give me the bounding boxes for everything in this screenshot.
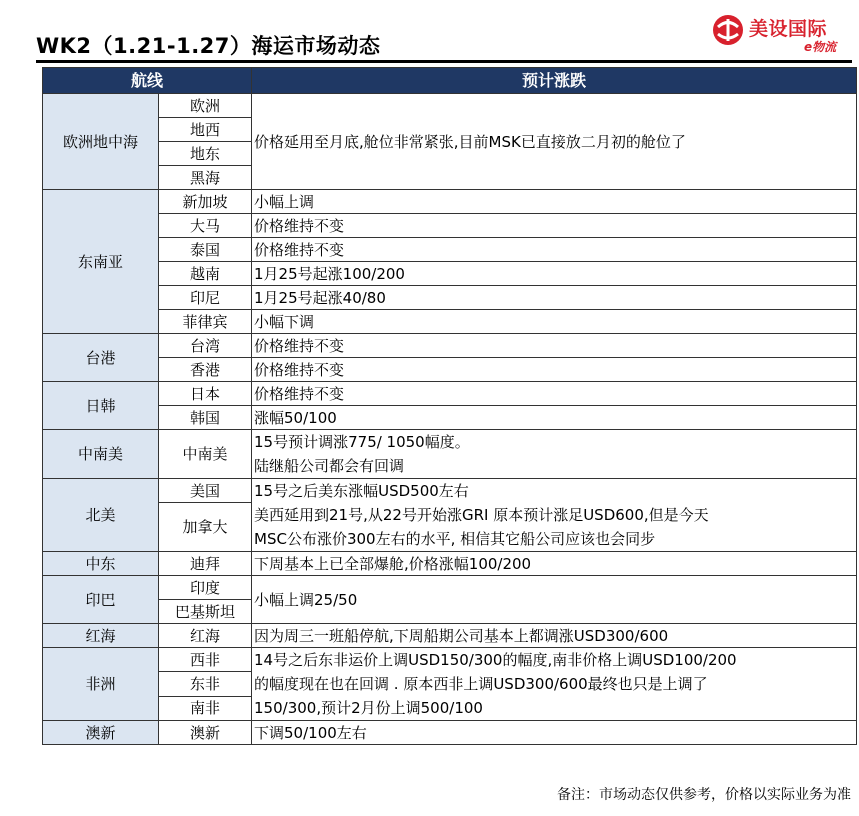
route-cell: 黑海: [159, 166, 252, 190]
logo-sub-text: e物流: [804, 40, 837, 54]
region-cell: 北美: [43, 479, 159, 552]
region-cell: 红海: [43, 624, 159, 648]
region-cell: 中南美: [43, 430, 159, 479]
forecast-line: 150/300,预计2月份上调500/100: [254, 699, 483, 717]
route-cell: 美国: [159, 479, 252, 503]
table-row: [43, 430, 857, 479]
table-row: [43, 648, 857, 672]
forecast-line: 陆继船公司都会有回调: [254, 457, 405, 475]
company-logo: [712, 12, 852, 54]
forecast-cell: 价格维持不变: [252, 334, 857, 358]
table-row: [43, 214, 857, 238]
route-cell: 台湾: [159, 334, 252, 358]
logo-mark-icon: [712, 14, 744, 46]
route-cell: 南非: [159, 696, 252, 720]
table-row: [43, 310, 857, 334]
table-row: [43, 262, 857, 286]
table-row: [43, 382, 857, 406]
forecast-cell: 1月25号起涨100/200: [252, 262, 857, 286]
footnote: 备注：市场动态仅供参考，价格以实际业务为准: [557, 787, 851, 803]
route-cell: 越南: [159, 262, 252, 286]
forecast-cell: 价格延用至月底,舱位非常紧张,目前MSK已直接放二月初的舱位了: [252, 94, 857, 190]
forecast-cell: 价格维持不变: [252, 214, 857, 238]
forecast-line: MSC公布涨价300左右的水平, 相信其它船公司应该也会同步: [254, 530, 656, 548]
route-cell: 欧洲: [159, 94, 252, 118]
table-row: [43, 94, 857, 118]
forecast-cell: 小幅上调25/50: [252, 576, 857, 624]
header-forecast: 预计涨跌: [252, 68, 857, 94]
forecast-line: 15号之后美东涨幅USD500左右: [254, 482, 469, 500]
forecast-cell: [252, 479, 857, 552]
forecast-cell: 下调50/100左右: [252, 721, 857, 745]
forecast-line: 美西延用到21号,从22号开始涨GRI 原本预计涨足USD600,但是今天: [254, 506, 709, 524]
forecast-cell: 价格维持不变: [252, 238, 857, 262]
region-cell: 澳新: [43, 721, 159, 745]
route-cell: 菲律宾: [159, 310, 252, 334]
forecast-cell: 因为周三一班船停航,下周船期公司基本上都调涨USD300/600: [252, 624, 857, 648]
title-divider: [36, 60, 852, 63]
shipping-market-table: [42, 67, 857, 745]
route-cell: 西非: [159, 648, 252, 672]
route-cell: 巴基斯坦: [159, 600, 252, 624]
table-row: [43, 334, 857, 358]
route-cell: 韩国: [159, 406, 252, 430]
logo-brand-text: 美设国际: [749, 18, 828, 40]
route-cell: 东非: [159, 672, 252, 696]
table-row: [43, 552, 857, 576]
route-cell: 中南美: [159, 430, 252, 479]
region-cell: 欧洲地中海: [43, 94, 159, 190]
table-row: [43, 624, 857, 648]
forecast-cell: 价格维持不变: [252, 382, 857, 406]
route-cell: 地西: [159, 118, 252, 142]
forecast-cell: 涨幅50/100: [252, 406, 857, 430]
region-cell: 非洲: [43, 648, 159, 721]
forecast-cell: [252, 648, 857, 721]
table-header-row: [43, 68, 857, 94]
forecast-line: 14号之后东非运价上调USD150/300的幅度,南非价格上调USD100/200: [254, 651, 737, 669]
region-cell: 东南亚: [43, 190, 159, 334]
route-cell: 澳新: [159, 721, 252, 745]
forecast-cell: 小幅上调: [252, 190, 857, 214]
forecast-cell: 小幅下调: [252, 310, 857, 334]
table-row: [43, 721, 857, 745]
route-cell: 加拿大: [159, 503, 252, 552]
table-row: [43, 406, 857, 430]
forecast-cell: 价格维持不变: [252, 358, 857, 382]
route-cell: 大马: [159, 214, 252, 238]
route-cell: 地东: [159, 142, 252, 166]
route-cell: 印度: [159, 576, 252, 600]
header-route: 航线: [43, 68, 252, 94]
route-cell: 日本: [159, 382, 252, 406]
forecast-line: 的幅度现在也在回调 . 原本西非上调USD300/600最终也只是上调了: [254, 675, 708, 693]
route-cell: 迪拜: [159, 552, 252, 576]
page-title: WK2（1.21-1.27）海运市场动态: [36, 34, 381, 58]
route-cell: 印尼: [159, 286, 252, 310]
route-cell: 红海: [159, 624, 252, 648]
forecast-line: 15号预计调涨775/ 1050幅度。: [254, 433, 470, 451]
route-cell: 香港: [159, 358, 252, 382]
table-row: [43, 576, 857, 600]
table-row: [43, 286, 857, 310]
table-row: [43, 238, 857, 262]
forecast-cell: [252, 430, 857, 479]
region-cell: 印巴: [43, 576, 159, 624]
route-cell: 新加坡: [159, 190, 252, 214]
region-cell: 台港: [43, 334, 159, 382]
region-cell: 日韩: [43, 382, 159, 430]
region-cell: 中东: [43, 552, 159, 576]
forecast-cell: 下周基本上已全部爆舱,价格涨幅100/200: [252, 552, 857, 576]
forecast-cell: 1月25号起涨40/80: [252, 286, 857, 310]
table-row: [43, 190, 857, 214]
table-row: [43, 479, 857, 503]
table-row: [43, 358, 857, 382]
route-cell: 泰国: [159, 238, 252, 262]
